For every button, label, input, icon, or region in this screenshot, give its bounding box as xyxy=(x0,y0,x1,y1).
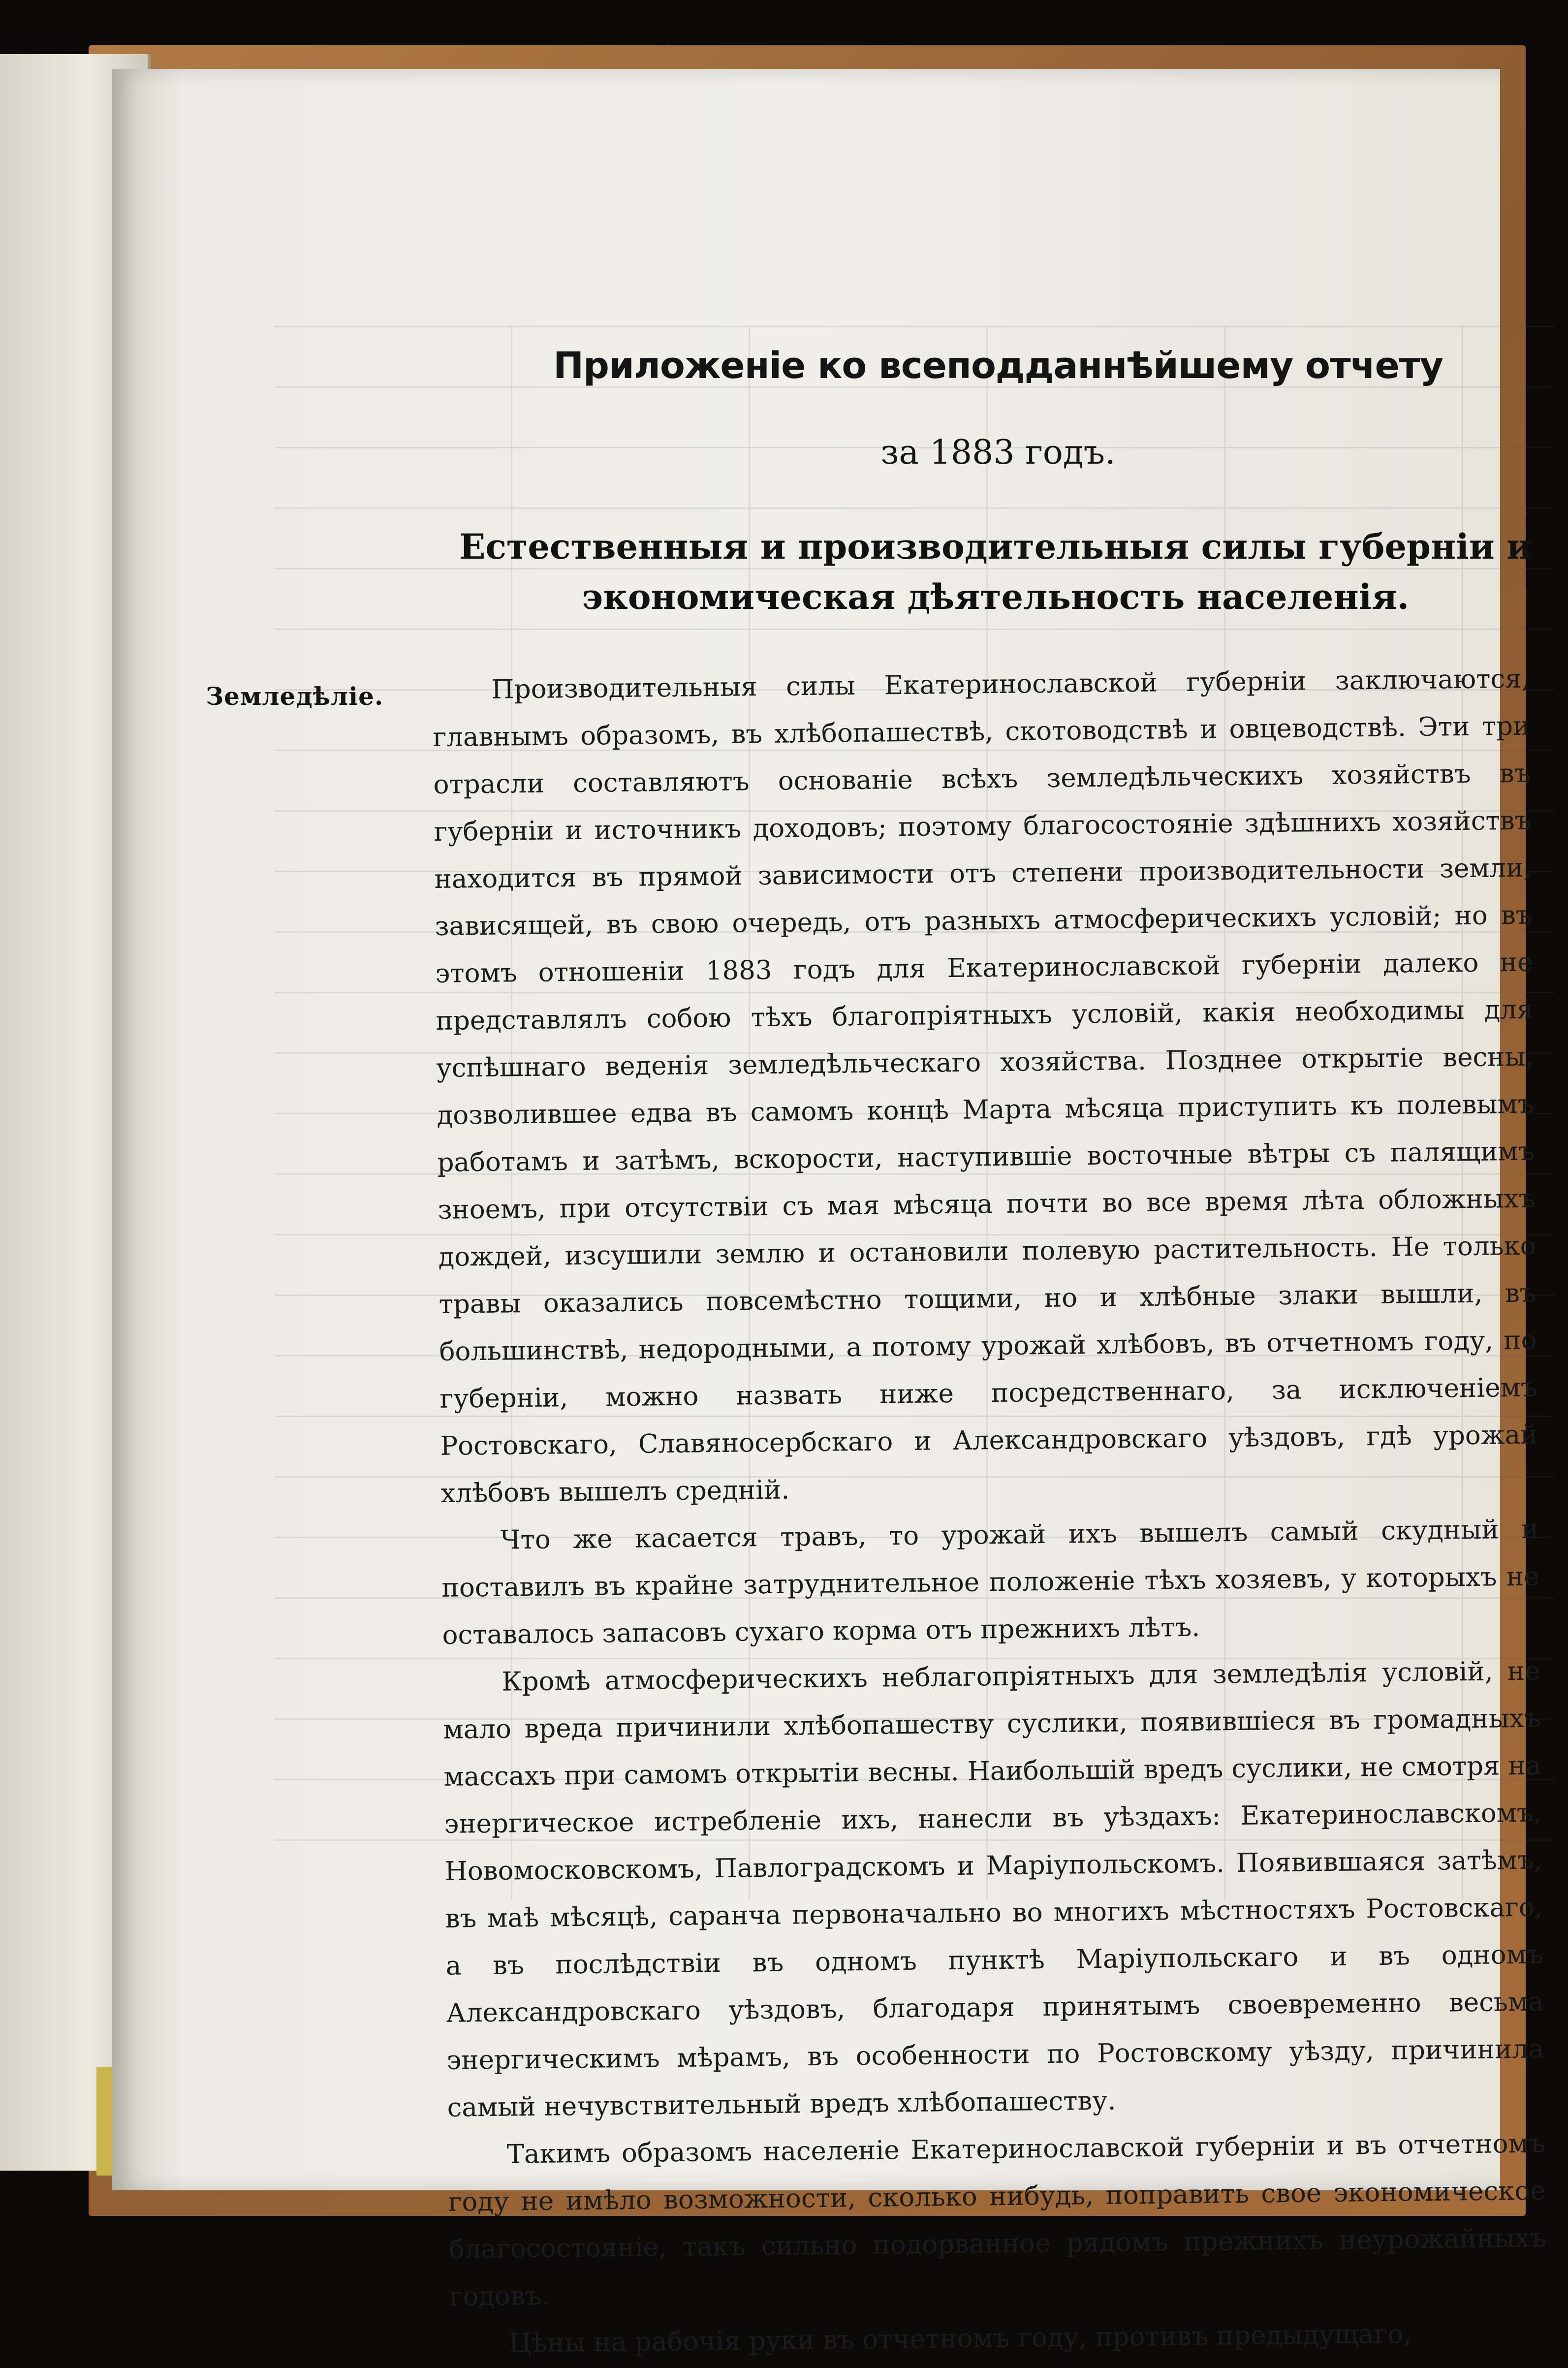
paragraph: Цѣны на рабочія руки въ отчетномъ году, противъ предыдущаго, xyxy=(508,2319,1412,2359)
document-title: Приложеніе ко всеподданнѣйшему отчету xyxy=(553,345,1443,387)
page xyxy=(112,69,1546,2359)
paragraph: Кромѣ атмосферическихъ неблагопріятныхъ для земледѣлія условій, не мало вреда причинили хлѣбопашеству суслики, появившіеся въ громадныхъ массахъ при самомъ открытіи весны. Наибольшій вредъ суслики, не смотря на энергическое истребленіе ихъ, нанесли въ уѣздахъ: Екатеринославскомъ, Новомосковскомъ, Павлоградскомъ и Маріупольскомъ. Появившаяся затѣмъ, въ маѣ мѣсяцѣ, саранча первоначально во многихъ мѣстностяхъ Ростовскаго, а въ послѣдствіи въ одномъ пунктѣ Маріупольскаго и въ одномъ Александровскаго уѣздовъ, благодаря принятымъ своевременно весьма энергическимъ мѣрамъ, въ особенности по Ростовскому уѣзду, причинила самый нечувствительный вредъ хлѣбопашеству. xyxy=(443,1656,1544,2123)
page-content xyxy=(112,69,1546,2359)
paragraph: Производительныя силы Екатеринославской губерніи заключаются, главнымъ образомъ, въ хлѣбопашествѣ, скотоводствѣ и овцеводствѣ. Эти три отрасли составляютъ основаніе всѣхъ земледѣльческихъ хозяйствъ въ губерніи и источникъ доходовъ; поэтому благосостояніе здѣшнихъ хозяйствъ находится въ прямой зависимости отъ степени производительности земли, зависящей, въ свою очередь, отъ разныхъ атмосферическихъ условій; но въ этомъ отношеніи 1883 годъ для Екатеринославской губерніи далеко не представлялъ собою тѣхъ благопріятныхъ условій, какія необходимы для успѣшнаго веденія земледѣльческаго хозяйства. Позднее открытіе весны, дозволившее едва въ самомъ концѣ Марта мѣсяца приступить къ полевымъ работамъ и затѣмъ, вскорости, наступившіе восточные вѣтры съ палящимъ зноемъ, при отсутствіи съ мая мѣсяца почти во все время лѣта обложныхъ дождей, изсушили землю и остановили полевую растительность. Не только травы оказались повсемѣстно тощими, но и хлѣбные злаки вышли, въ большинствѣ, недородными, а потому урожай хлѣбовъ, въ отчетномъ году, по губерніи, можно назвать ниже посредственнаго, за исключеніемъ Ростовскаго, Славяносербскаго и Александровскаго уѣздовъ, гдѣ урожай хлѣбовъ вышелъ средній. xyxy=(433,663,1538,1509)
year-line: за 1883 годъ. xyxy=(880,433,1116,472)
body-text xyxy=(432,656,1547,2368)
section-heading: Естественныя и производительныя силы губерніи и экономическая дѣятельность населенія. xyxy=(459,526,1533,617)
paragraph: Что же касается травъ, то урожай ихъ вышелъ самый скудный и поставилъ въ крайне затруднительное положеніе тѣхъ хозяевъ, у которыхъ не оставалось запасовъ сухаго корма отъ прежнихъ лѣтъ. xyxy=(441,1514,1539,1650)
paragraph: Такимъ образомъ населеніе Екатеринославской губерніи и въ отчетномъ году не имѣло возможности, сколько нибудь, поправить свое экономическое благосостояніе, такъ сильно подорванное рядомъ прежнихъ неурожайныхъ годовъ. xyxy=(448,2128,1546,2312)
margin-note: Земледѣліе. xyxy=(206,682,384,711)
